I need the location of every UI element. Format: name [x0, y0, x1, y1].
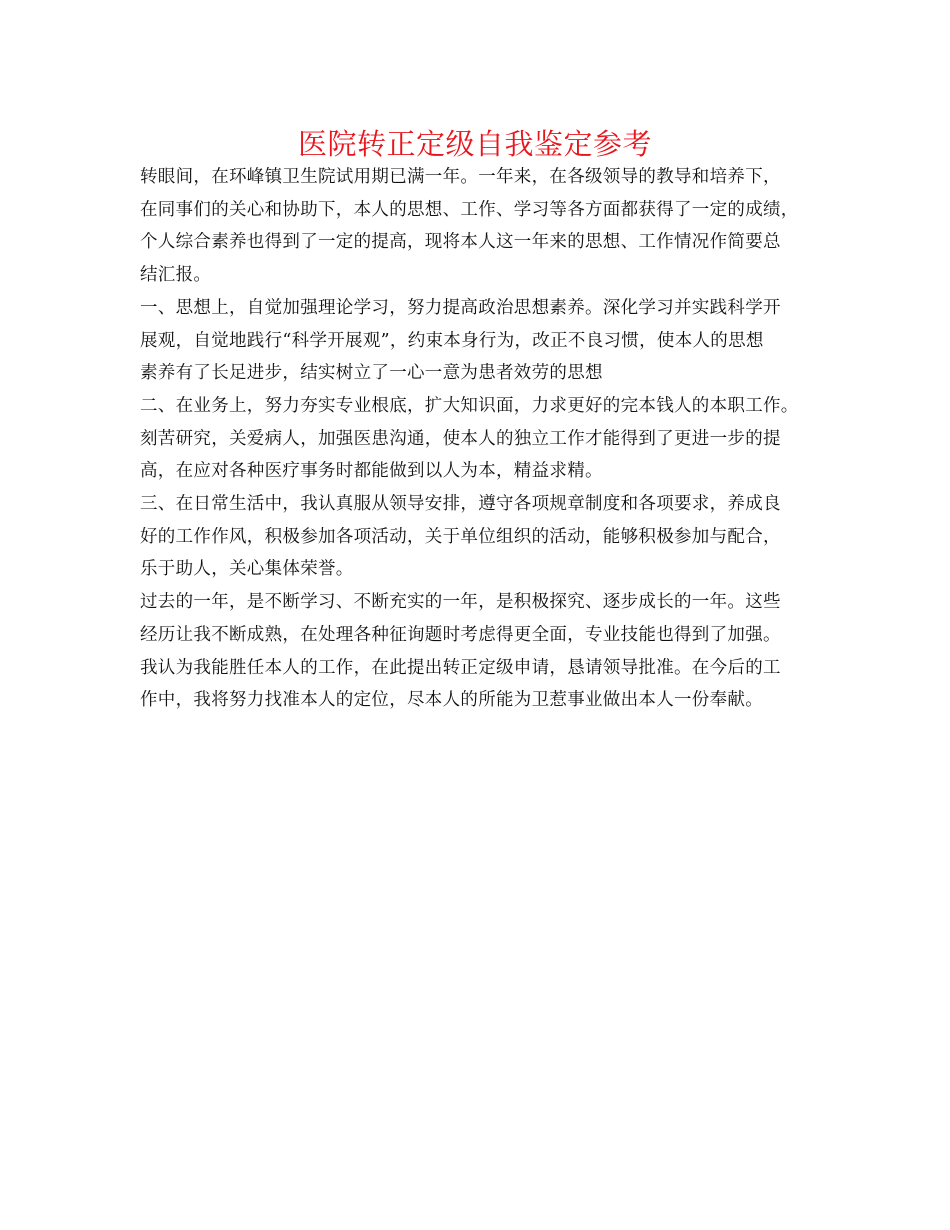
- body-line: 一、思想上，自觉加强理论学习，努力提高政治思想素养。深化学习并实践科学开: [140, 297, 781, 318]
- body-line: 素养有了长足进步，结实树立了一心一意为患者效劳的思想: [140, 363, 603, 384]
- body-line: 转眼间，在环峰镇卫生院试用期已满一年。一年来，在各级领导的教导和培养下，: [140, 167, 781, 187]
- document-title: 医院转正定级自我鉴定参考: [297, 127, 652, 161]
- body-line: 好的工作作风，积极参加各项活动，关于单位组织的活动，能够积极参加与配合，: [140, 526, 781, 547]
- body-line: 我认为我能胜任本人的工作，在此提出转正定级申请，恳请领导批准。在今后的工: [140, 657, 781, 678]
- body-line: 过去的一年，是不断学习、不断充实的一年，是积极探究、逐步成长的一年。这些: [140, 592, 781, 613]
- body-line: 结汇报。: [140, 265, 212, 286]
- body-line: 作中，我将努力找准本人的定位，尽本人的所能为卫惹事业做出本人一份奉献。: [140, 690, 763, 711]
- body-line: 经历让我不断成熟，在处理各种征询题时考虑得更全面，专业技能也得到了加强。: [140, 624, 781, 645]
- body-line: 三、在日常生活中，我认真服从领导安排，遵守各项规章制度和各项要求，养成良: [140, 494, 781, 515]
- body-line: 在同事们的关心和协助下，本人的思想、工作、学习等各方面都获得了一定的成绩，: [140, 199, 799, 220]
- body-line: 个人综合素养也得到了一定的提高，现将本人这一年来的思想、工作情况作简要总: [140, 232, 781, 253]
- document-body: [140, 161, 830, 717]
- body-line: 刻苦研究，关爱病人，加强医患沟通，使本人的独立工作才能得到了更进一步的提: [140, 428, 781, 449]
- body-line: 乐于助人，关心集体荣誉。: [140, 559, 354, 580]
- body-line: 二、在业务上，努力夯实专业根底，扩大知识面，力求更好的完本钱人的本职工作。: [140, 395, 799, 416]
- body-line: 高，在应对各种医疗事务时都能做到以人为本，精益求精。: [140, 461, 603, 482]
- body-line: 展观，自觉地践行“科学开展观”，约束本身行为，改正不良习惯，使本人的思想: [140, 330, 764, 351]
